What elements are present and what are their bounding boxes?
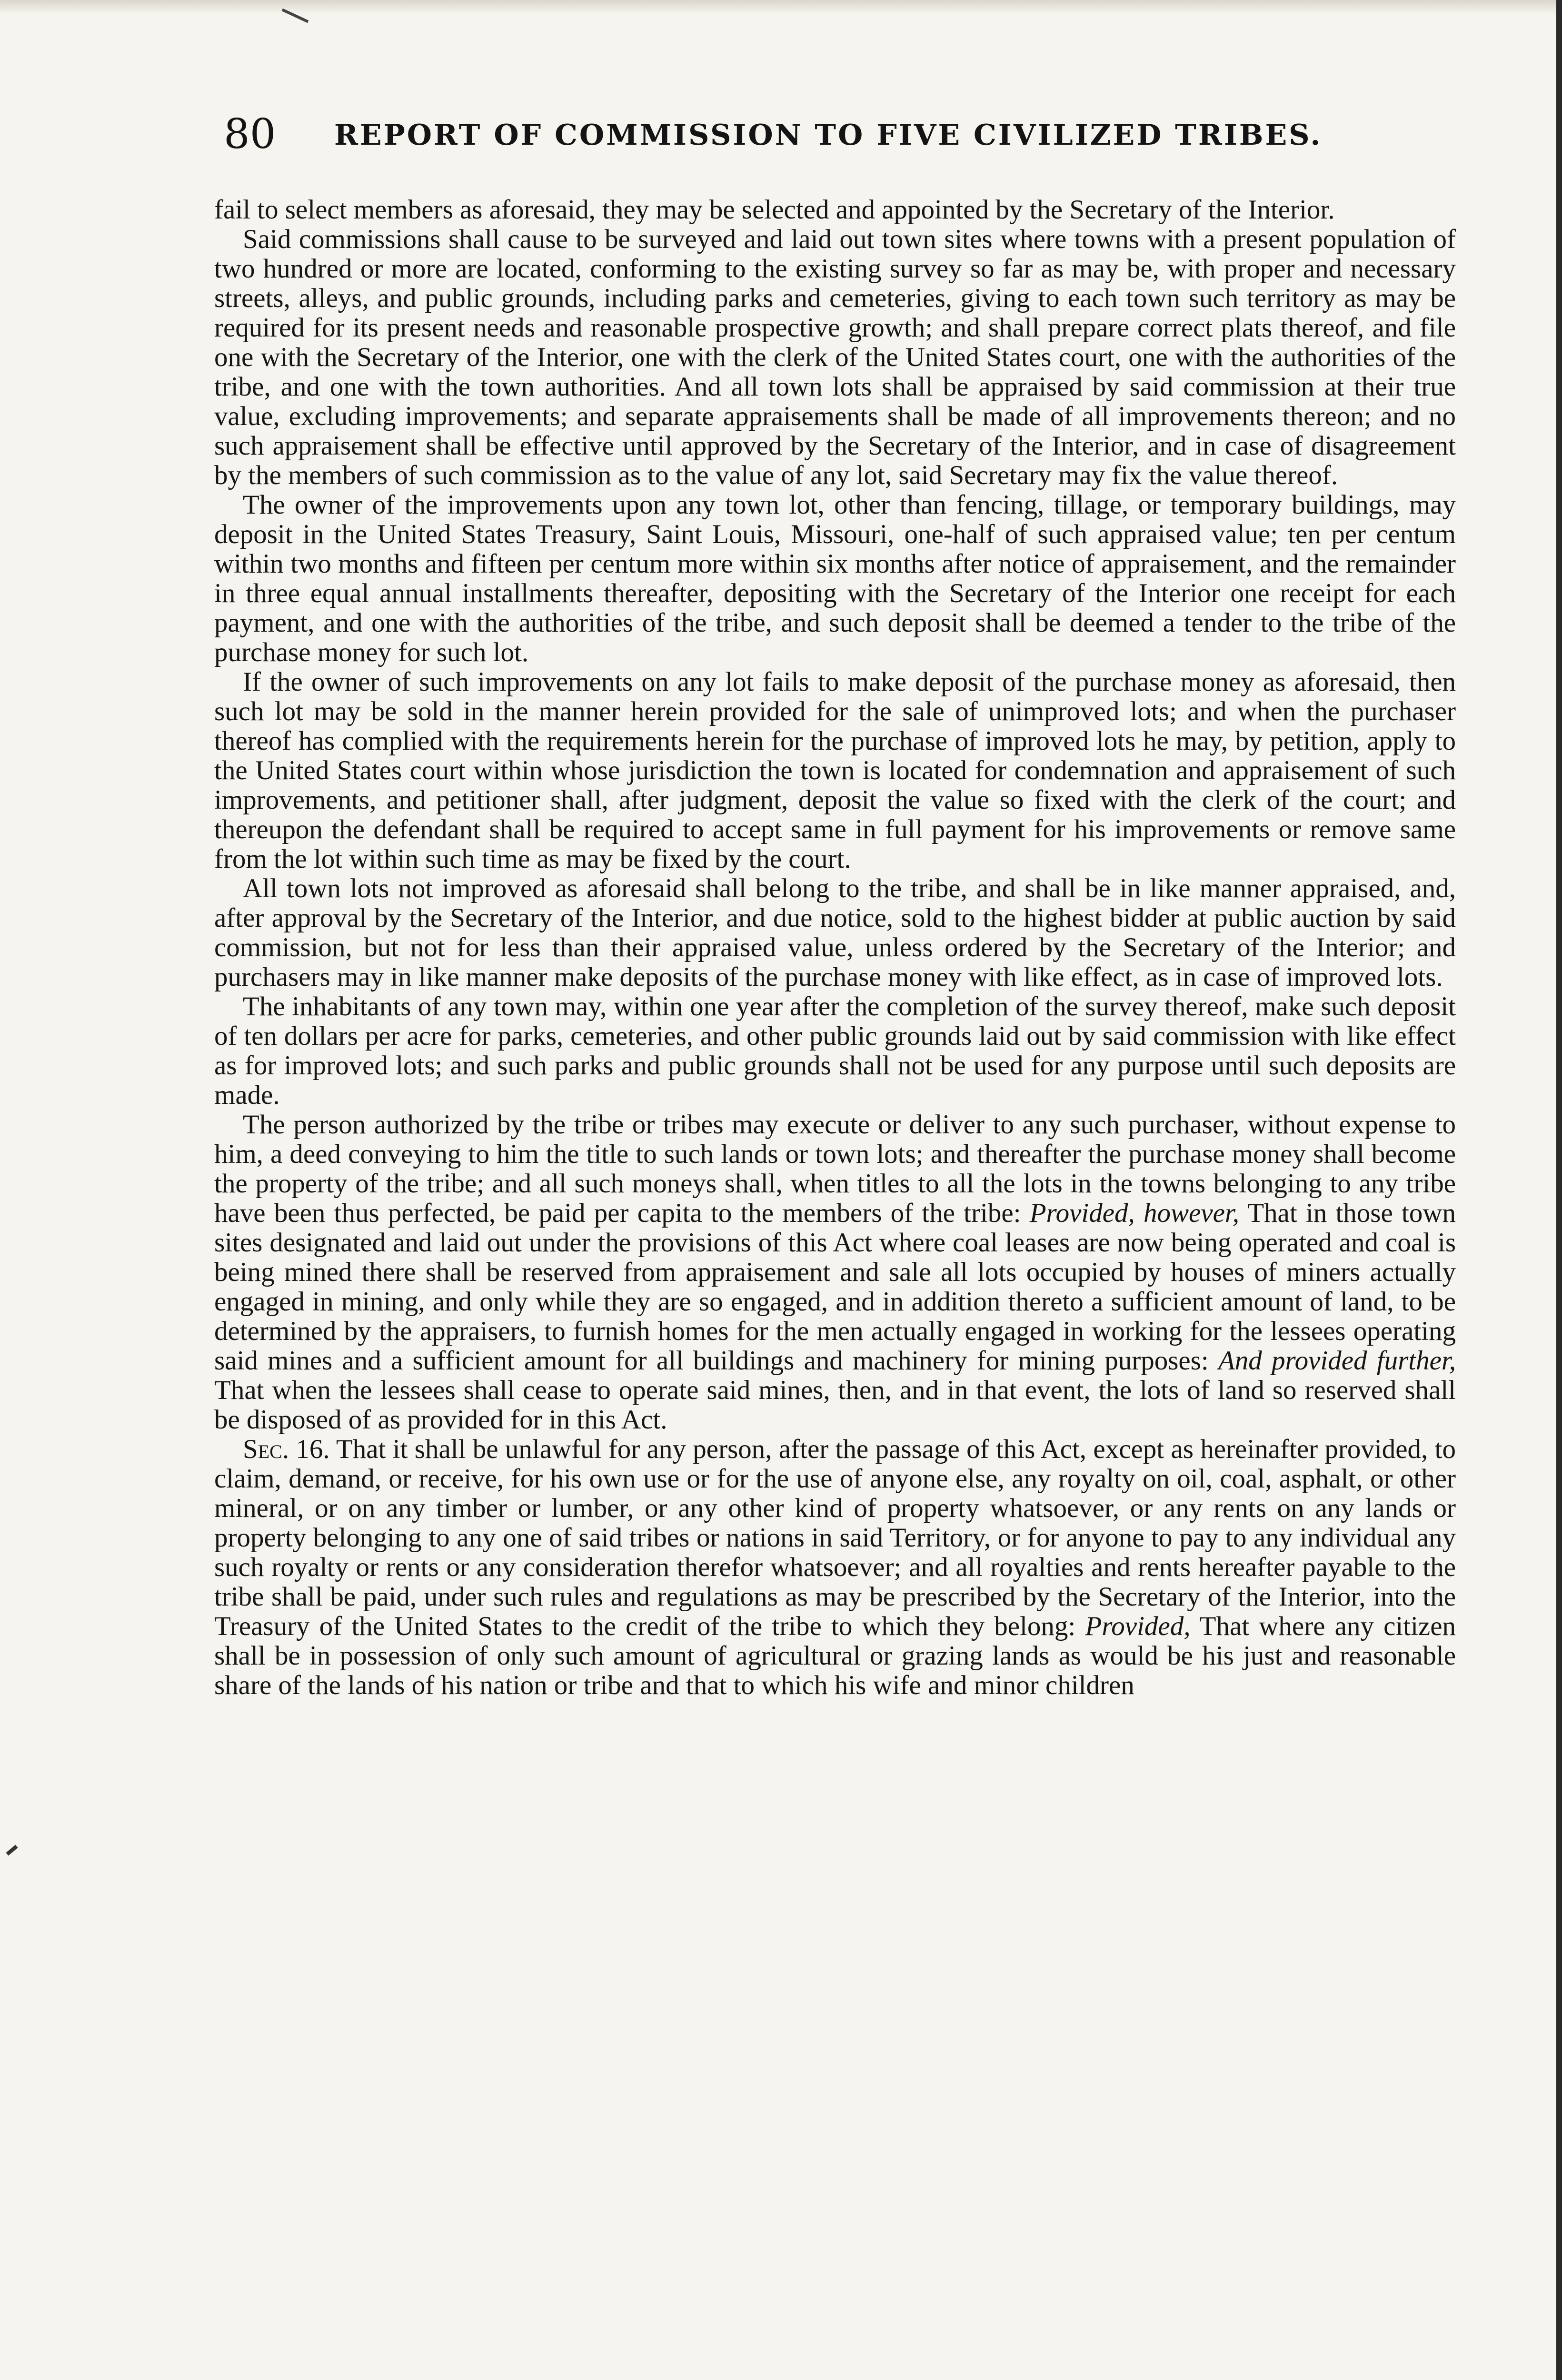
paragraph-text: The person authorized by the tribe or tribes may execute or deliver to any such purchaser, without expense to him, a deed conveying to him the title to such lands or town lots; and thereafter the purchase money shall become the property of the tribe; and all such moneys shall, when titles to all the lots in the towns belonging to any tribe have been thus perfected, be paid per capita to the members of the tribe: <box>214 1110 1456 1228</box>
paragraph-text: That when the lessees shall cease to operate said mines, then, and in that event, the lots of land so reserved shall be disposed of as provided for in this Act. <box>214 1375 1456 1435</box>
section-label: Sec. 16. <box>243 1434 330 1464</box>
paragraph-text: That in those town sites designated and laid out under the provisions of this Act where coal leases are now being operated and coal is being mined there shall be reserved from appraisement and sale all lots occupied by houses of miners actually engaged in mining, and only while they are so engaged, and in addition thereto a sufficient amount of land, to be determined by the appraisers, to furnish homes for the men actually engaged in working for the lessees operating said mines and a sufficient amount for all buildings and machinery for mining purposes: <box>214 1198 1456 1376</box>
page-header <box>224 110 1452 158</box>
paragraph-text: That it shall be unlawful for any person, after the passage of this Act, except as hereinafter provided, to claim, demand, or receive, for his own use or for the use of anyone else, any royalty on oil, coal, asphalt, or other mineral, or on any timber or lumber, or any other kind of property whatsoever, or any rents on any lands or property belonging to any one of said tribes or nations in said Territory, or for anyone to pay to any individual any such royalty or rents or any consideration therefor whatsoever; and all royalties and rents hereafter payable to the tribe shall be paid, under such rules and regulations as may be prescribed by the Secretary of the Interior, into the Treasury of the United States to the credit of the tribe to which they belong: <box>214 1434 1456 1641</box>
paragraph-text: That where any citizen shall be in possession of only such amount of agricultural or grazing lands as would be his just and reasonable share of the lands of his nation or tribe and that to which his wife and minor children <box>214 1611 1456 1700</box>
paragraph: All town lots not improved as aforesaid shall belong to the tribe, and shall be in like manner appraised, and, after approval by the Secretary of the Interior, and due notice, sold to the highest bidder at public auction by said commission, but not for less than their appraised value, unless ordered by the Secretary of the Interior; and purchasers may in like manner make deposits of the purchase money with like effect, as in case of improved lots. <box>214 873 1456 992</box>
scan-edge-top <box>0 0 1562 14</box>
paragraph: fail to select members as aforesaid, they may be selected and appointed by the Secretary of the Interior. <box>214 195 1335 225</box>
scan-mark-margin <box>6 1845 18 1856</box>
running-head: REPORT OF COMMISSION TO FIVE CIVILIZED TRIBES. <box>334 119 1323 152</box>
scan-edge-right <box>1556 0 1562 2380</box>
paragraph: The owner of the improvements upon any town lot, other than fencing, tillage, or temporary buildings, may deposit in the United States Treasury, Saint Louis, Missouri, one-half of such appraised value; ten per centum within two months and fifteen per centum more within six months after notice of appraisement, and the remainder in three equal annual installments thereafter, depositing with the Secretary of the Interior one receipt for each payment, and one with the authorities of the tribe, and such deposit shall be deemed a tender to the tribe of the purchase money for such lot. <box>214 490 1456 667</box>
paragraph: Said commissions shall cause to be surveyed and laid out town sites where towns with a present population of two hundred or more are located, conforming to the existing survey so far as may be, with proper and necessary streets, alleys, and public grounds, including parks and cemeteries, giving to each town such territory as may be required for its present needs and reasonable prospective growth; and shall prepare correct plats thereof, and file one with the Secretary of the Interior, one with the clerk of the United States court, one with the authorities of the tribe, and one with the town authorities. And all town lots shall be appraised by said commission at their true value, excluding improvements; and separate appraisements shall be made of all improvements thereon; and no such appraisement shall be effective until approved by the Secretary of the Interior, and in case of disagreement by the members of such commission as to the value of any lot, said Secretary may fix the value thereof. <box>214 224 1456 490</box>
page-number: 80 <box>224 110 276 158</box>
proviso-italic: Provided, however, <box>1029 1198 1240 1228</box>
proviso-italic: And provided further, <box>1218 1346 1456 1376</box>
section-paragraph <box>214 1435 1456 1700</box>
paragraph <box>214 1110 1456 1435</box>
body-text <box>214 195 1456 1700</box>
paragraph: If the owner of such improvements on any lot fails to make deposit of the purchase money as aforesaid, then such lot may be sold in the manner herein provided for the sale of unimproved lots; and when the purchaser thereof has complied with the requirements herein for the purchase of improved lots he may, by petition, apply to the United States court within whose jurisdiction the town is located for condemnation and appraisement of such improvements, and petitioner shall, after judgment, deposit the value so fixed with the clerk of the court; and thereupon the defendant shall be required to accept same in full payment for his improvements or remove same from the lot within such time as may be fixed by the court. <box>214 667 1456 874</box>
proviso-italic: Provided, <box>1085 1611 1191 1641</box>
paragraph: The inhabitants of any town may, within one year after the completion of the survey thereof, make such deposit of ten dollars per acre for parks, cemeteries, and other public grounds laid out by said commission with like effect as for improved lots; and such parks and public grounds shall not be used for any purpose until such deposits are made. <box>214 992 1456 1110</box>
